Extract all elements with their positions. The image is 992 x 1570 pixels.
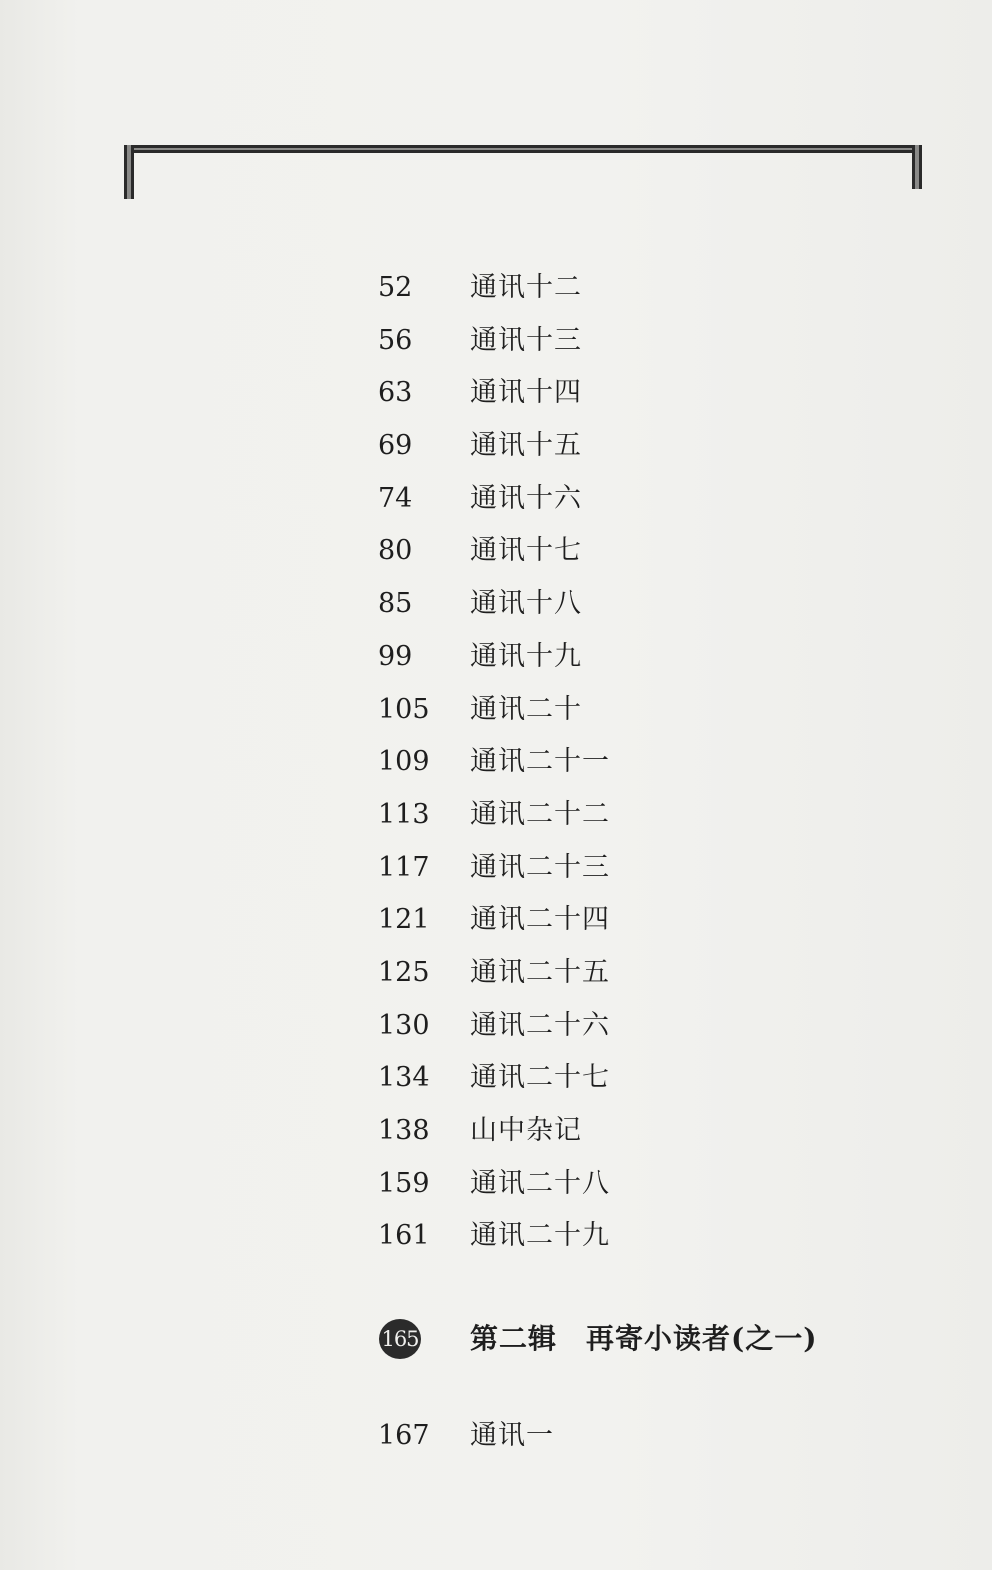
toc-title: 通讯二十三 — [470, 851, 610, 883]
toc-row — [378, 1052, 858, 1105]
toc-title: 通讯二十五 — [470, 956, 610, 988]
toc-title: 通讯十五 — [470, 430, 582, 462]
toc-row — [378, 1000, 858, 1053]
toc-row — [378, 1210, 858, 1263]
toc-row — [378, 262, 858, 315]
toc-title: 通讯二十七 — [470, 1062, 610, 1094]
toc-page-number: 63 — [378, 377, 413, 409]
toc-row — [378, 1105, 858, 1158]
toc-row — [378, 525, 858, 578]
toc-row — [378, 473, 858, 526]
frame-right-leg — [912, 145, 922, 189]
toc-row — [378, 578, 858, 631]
toc-row — [378, 1158, 858, 1211]
toc-row — [378, 842, 858, 895]
toc-page-number: 52 — [378, 272, 413, 303]
toc-page-number: 167 — [378, 1420, 430, 1451]
toc-title: 通讯十四 — [470, 377, 582, 409]
toc-page-number: 121 — [378, 904, 430, 936]
toc-title: 通讯二十一 — [470, 746, 610, 778]
toc-title: 通讯二十六 — [470, 1009, 610, 1041]
toc-title: 通讯十二 — [470, 272, 582, 303]
toc-title: 山中杂记 — [470, 1115, 582, 1146]
toc-title: 通讯十八 — [470, 588, 582, 620]
toc-row — [378, 736, 858, 789]
toc-title: 通讯二十八 — [470, 1167, 610, 1199]
toc-title: 通讯十六 — [470, 482, 582, 514]
toc-page-number: 138 — [378, 1115, 430, 1146]
toc-page-number: 105 — [378, 693, 430, 725]
toc-title: 通讯十七 — [470, 535, 582, 567]
toc-row — [378, 1410, 778, 1463]
toc-page-number: 130 — [378, 1009, 430, 1041]
toc-page-number: 125 — [378, 956, 430, 988]
toc-page-number: 85 — [378, 588, 413, 620]
decorative-frame — [124, 143, 922, 199]
toc-page-number: 159 — [378, 1167, 430, 1199]
toc-page-number: 109 — [378, 746, 430, 778]
toc-page-number: 74 — [378, 482, 413, 514]
toc-title: 通讯十九 — [470, 640, 582, 672]
toc-page-number: 113 — [378, 798, 430, 830]
toc-page-number: 134 — [378, 1062, 430, 1094]
toc-row — [378, 420, 858, 473]
toc-page-number: 56 — [378, 324, 413, 356]
toc-title: 通讯一 — [470, 1420, 554, 1451]
toc-page-number: 69 — [378, 430, 413, 462]
toc-page-number: 80 — [378, 535, 413, 567]
toc-row — [378, 947, 858, 1000]
toc-row — [378, 789, 858, 842]
frame-left-leg — [124, 145, 134, 199]
frame-top-bar — [124, 145, 922, 153]
section-page-badge: 165 — [379, 1319, 421, 1359]
toc-title: 通讯二十九 — [470, 1220, 610, 1252]
toc-row — [378, 315, 858, 368]
toc-row — [378, 631, 858, 684]
toc-row — [378, 894, 858, 947]
toc-row — [378, 367, 858, 420]
table-of-contents — [378, 262, 858, 1263]
toc-title: 通讯十三 — [470, 324, 582, 356]
toc-title: 通讯二十 — [470, 693, 582, 725]
toc-page-number: 161 — [378, 1220, 430, 1252]
toc-title: 通讯二十四 — [470, 904, 610, 936]
section-title: 第二辑 再寄小读者(之一) — [470, 1322, 818, 1355]
toc-page-number: 99 — [378, 640, 413, 672]
toc-row — [378, 684, 858, 737]
toc-after-section — [378, 1410, 778, 1463]
toc-page-number: 117 — [378, 851, 430, 883]
toc-title: 通讯二十二 — [470, 798, 610, 830]
